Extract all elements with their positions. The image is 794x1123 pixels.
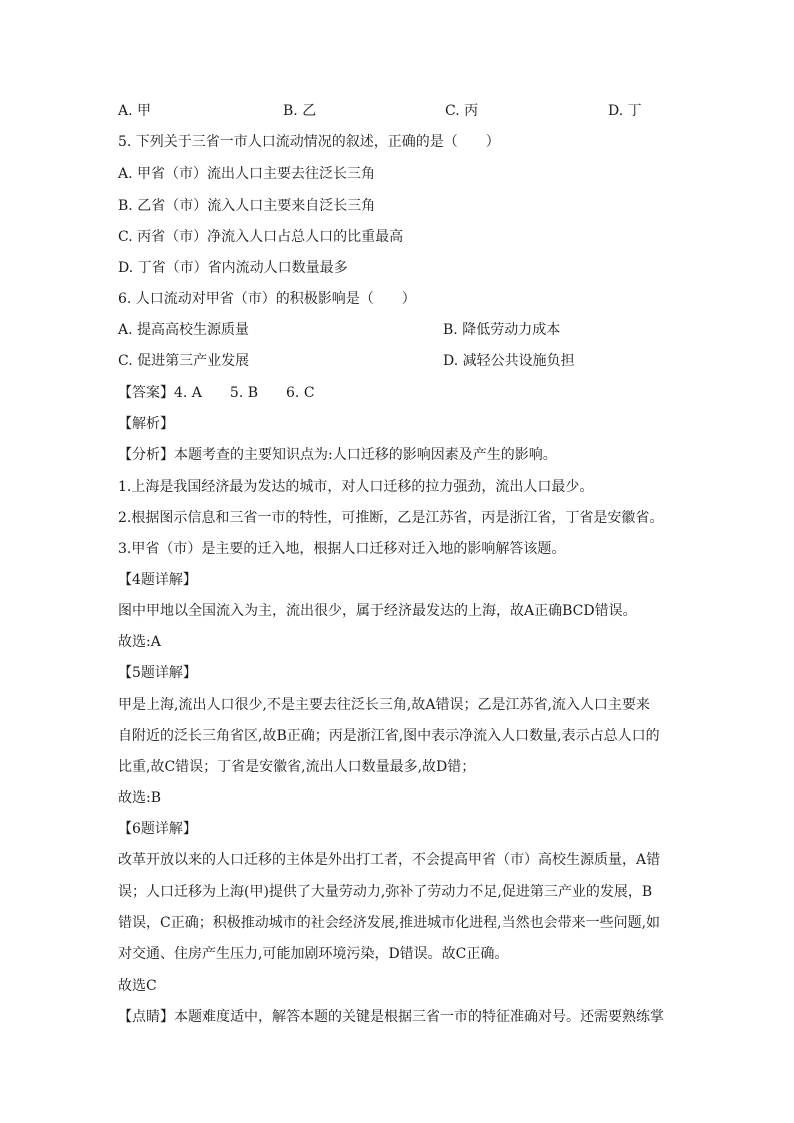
detail-6-conclusion: 故选C [118, 978, 157, 994]
detail-6-line-2: 误；人口迁移为上海(甲)提供了大量劳动力,弥补了劳动力不足,促进第三产业的发展，B [118, 884, 653, 900]
q6-option-c: C. 促进第三产业发展 [118, 353, 250, 369]
q6-option-d: D. 减轻公共设施负担 [443, 353, 575, 369]
detail-6-line-3: 错误，C正确；积极推动城市的社会经济发展,推进城市化进程,当然也会带来一些问题,如 [118, 915, 661, 931]
detail-6-heading: 【6题详解】 [118, 821, 197, 837]
detail-6-line-4: 对交通、住房产生压力,可能加剧环境污染，D错误。故C正确。 [118, 946, 509, 962]
q5-option-d: D. 丁省（市）省内流动人口数量最多 [118, 260, 348, 276]
q4-options [118, 101, 678, 123]
q5-option-b: B. 乙省（市）流入人口主要来自泛长三角 [118, 198, 376, 214]
detail-4-heading: 【4题详解】 [118, 572, 197, 588]
detail-5-heading: 【5题详解】 [118, 665, 197, 681]
q4-option-d: D. 丁 [608, 103, 642, 119]
q4-option-b: B. 乙 [283, 103, 317, 119]
q5-option-a: A. 甲省（市）流出人口主要去往泛长三角 [118, 166, 376, 182]
detail-5-line-2: 自附近的泛长三角省区,故B正确；丙是浙江省,图中表示净流入人口数量,表示占总人口的 [118, 728, 660, 744]
analysis-line-2: 1.上海是我国经济最为发达的城市，对人口迁移的拉力强劲，流出人口最少。 [118, 479, 594, 495]
detail-4-conclusion: 故选:A [118, 634, 161, 650]
q6-option-b: B. 降低劳动力成本 [443, 322, 561, 338]
detail-5-line-3: 比重,故C错误；丁省是安徽省,流出人口数量最多,故D错； [118, 759, 476, 775]
detail-4-text: 图中甲地以全国流入为主，流出很少，属于经济最发达的上海，故A正确BCD错误。 [118, 603, 637, 619]
q4-option-c: C. 丙 [445, 103, 479, 119]
analysis-heading: 【解析】 [118, 416, 174, 432]
q6-option-a: A. 提高高校生源质量 [118, 322, 250, 338]
analysis-line-3: 2.根据图示信息和三省一市的特性，可推断，乙是江苏省，丙是浙江省，丁省是安徽省。 [118, 510, 664, 526]
analysis-line-1: 【分析】本题考查的主要知识点为:人口迁移的影响因素及产生的影响。 [118, 447, 557, 463]
q5-option-c: C. 丙省（市）净流入人口占总人口的比重最高 [118, 229, 404, 245]
answer-line: 【答案】4. A 5. B 6. C [118, 385, 315, 401]
q6-stem: 6. 人口流动对甲省（市）的积极影响是（ ） [118, 291, 416, 307]
detail-5-line-1: 甲是上海,流出人口很少,不是主要去往泛长三角,故A错误；乙是江苏省,流入人口主要来 [118, 697, 650, 713]
q4-option-a: A. 甲 [118, 103, 152, 119]
detail-6-line-1: 改革开放以来的人口迁移的主体是外出打工者，不会提高甲省（市）高校生源质量，A错 [118, 852, 661, 868]
analysis-line-4: 3.甲省（市）是主要的迁入地，根据人口迁移对迁入地的影响解答该题。 [118, 541, 566, 557]
comment-line: 【点睛】本题难度适中，解答本题的关键是根据三省一市的特征准确对号。还需要熟练掌 [118, 1009, 664, 1025]
detail-5-conclusion: 故选:B [118, 790, 162, 806]
q5-stem: 5. 下列关于三省一市人口流动情况的叙述，正确的是（ ） [118, 134, 500, 150]
